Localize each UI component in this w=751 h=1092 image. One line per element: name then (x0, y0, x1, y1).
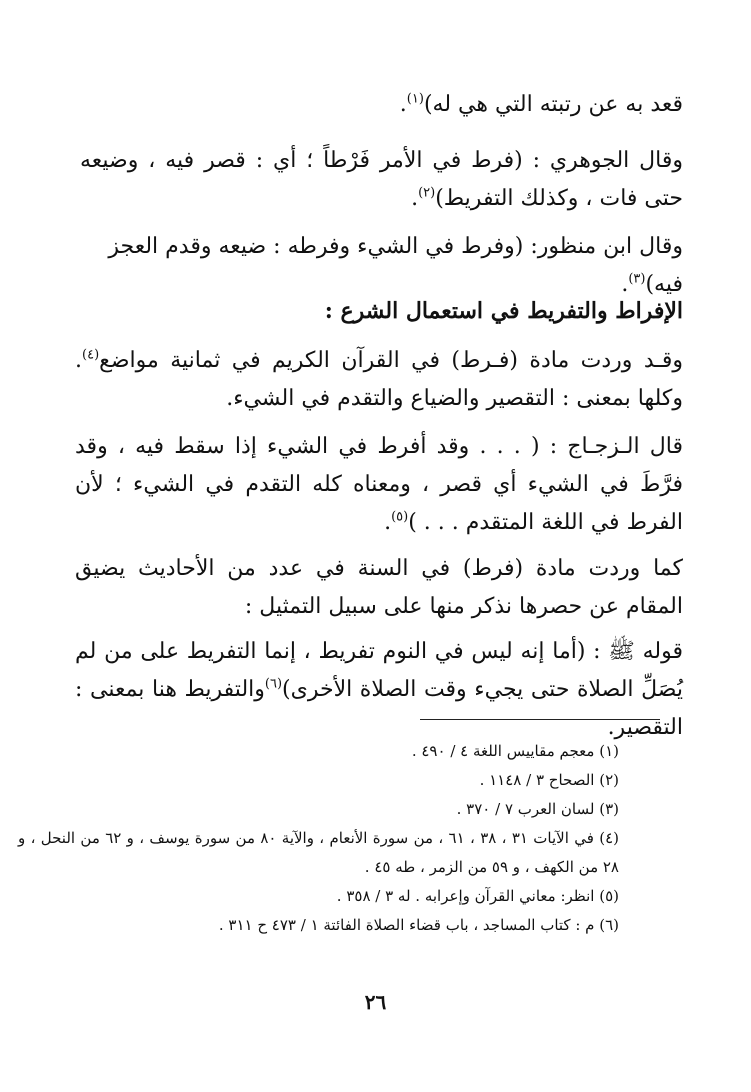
paragraph-2-text: وقال الجوهري : (فرط في الأمر فَرْطاً ؛ أي : قصر فيه ، وضيعه حتى فات ، وكذلك التفريط) (80, 148, 683, 211)
footnote-3: (٣) لسان العرب ٧ / ٣٧٠ . (456, 800, 619, 818)
paragraph-4-end: . وكلها بمعنى : التقصير والضياع والتقدم في الشيء. (75, 348, 683, 411)
footnote-ref-1: (١) (406, 91, 424, 107)
paragraph-3-text: وقال ابن منظور: (وفرط في الشيء وفرطه : ضيعه وقدم العجز فيه) (108, 234, 683, 297)
section-heading-block (75, 292, 683, 330)
footnote-separator (420, 719, 660, 720)
paragraph-7-text: قوله ﷺ : (أما إنه ليس في النوم تفريط ، إنما التفريط على من لم يُصَلِّ الصلاة حتى يجيء وقت الصلاة الأخرى) (75, 639, 683, 702)
footnote-ref-2: (٢) (418, 185, 436, 201)
footnote-ref-3: (٣) (628, 271, 646, 287)
paragraph-5-end: . (384, 510, 392, 535)
footnote-6: (٦) م : كتاب المساجد ، باب قضاء الصلاة الفائتة ١ / ٤٧٣ ح ٣١١ . (218, 916, 619, 934)
paragraph-7 (75, 633, 683, 747)
section-heading: الإفراط والتفريط في استعمال الشرع : (324, 298, 683, 324)
paragraph-2 (80, 142, 683, 218)
paragraph-5 (75, 428, 683, 542)
footnote-2: (٢) الصحاح ٣ / ١١٤٨ . (479, 771, 619, 789)
paragraph-4-text: وقـد وردت مادة (فـرط) في القرآن الكريم في ثمانية مواضع (99, 348, 683, 373)
footnote-ref-4: (٤) (82, 347, 100, 363)
footnotes (18, 737, 619, 940)
paragraph-7-end: والتفريط هنا بمعنى : التقصير. (75, 677, 683, 740)
paragraph-3-end: . (621, 272, 629, 297)
footnote-4: (٤) في الآيات ٣١ ، ٣٨ ، ٦١ ، من سورة الأنعام ، والآية ٨٠ من سورة يوسف ، و ٦٢ من النحل ، و ٢٨ من الكهف ، و ٥٩ من الزمر ، طه ٤٥ . (18, 829, 619, 876)
footnote-ref-5: (٥) (391, 509, 409, 525)
paragraph-2-end: . (411, 186, 419, 211)
page-number: ٢٦ (364, 990, 387, 1014)
paragraph-1-text: قعد به عن رتبته التي هي له) (423, 92, 683, 117)
paragraph-4 (75, 342, 683, 418)
paragraph-1 (75, 86, 683, 124)
footnote-1: (١) معجم مقاييس اللغة ٤ / ٤٩٠ . (411, 742, 619, 760)
paragraph-6 (75, 550, 683, 626)
footnote-ref-6: (٦) (264, 676, 283, 692)
paragraph-6-text: كما وردت مادة (فرط) في السنة في عدد من الأحاديث يضيق المقام عن حصرها نذكر منها على سبيل التمثيل : (75, 556, 683, 619)
paragraph-1-end: . (399, 92, 407, 117)
paragraph-5-text: قال الـزجـاج : ( . . . وقد أفرط في الشيء إذا سقط فيه ، وقد فرَّطَ في الشيء أي قصر ، ومعناه كله التقدم في الشيء ؛ لأن الفرط في اللغة المتقدم . . . ) (75, 434, 683, 535)
footnote-5: (٥) انظر: معاني القرآن وإعرابه . له ٣ / ٣٥٨ . (336, 887, 619, 905)
